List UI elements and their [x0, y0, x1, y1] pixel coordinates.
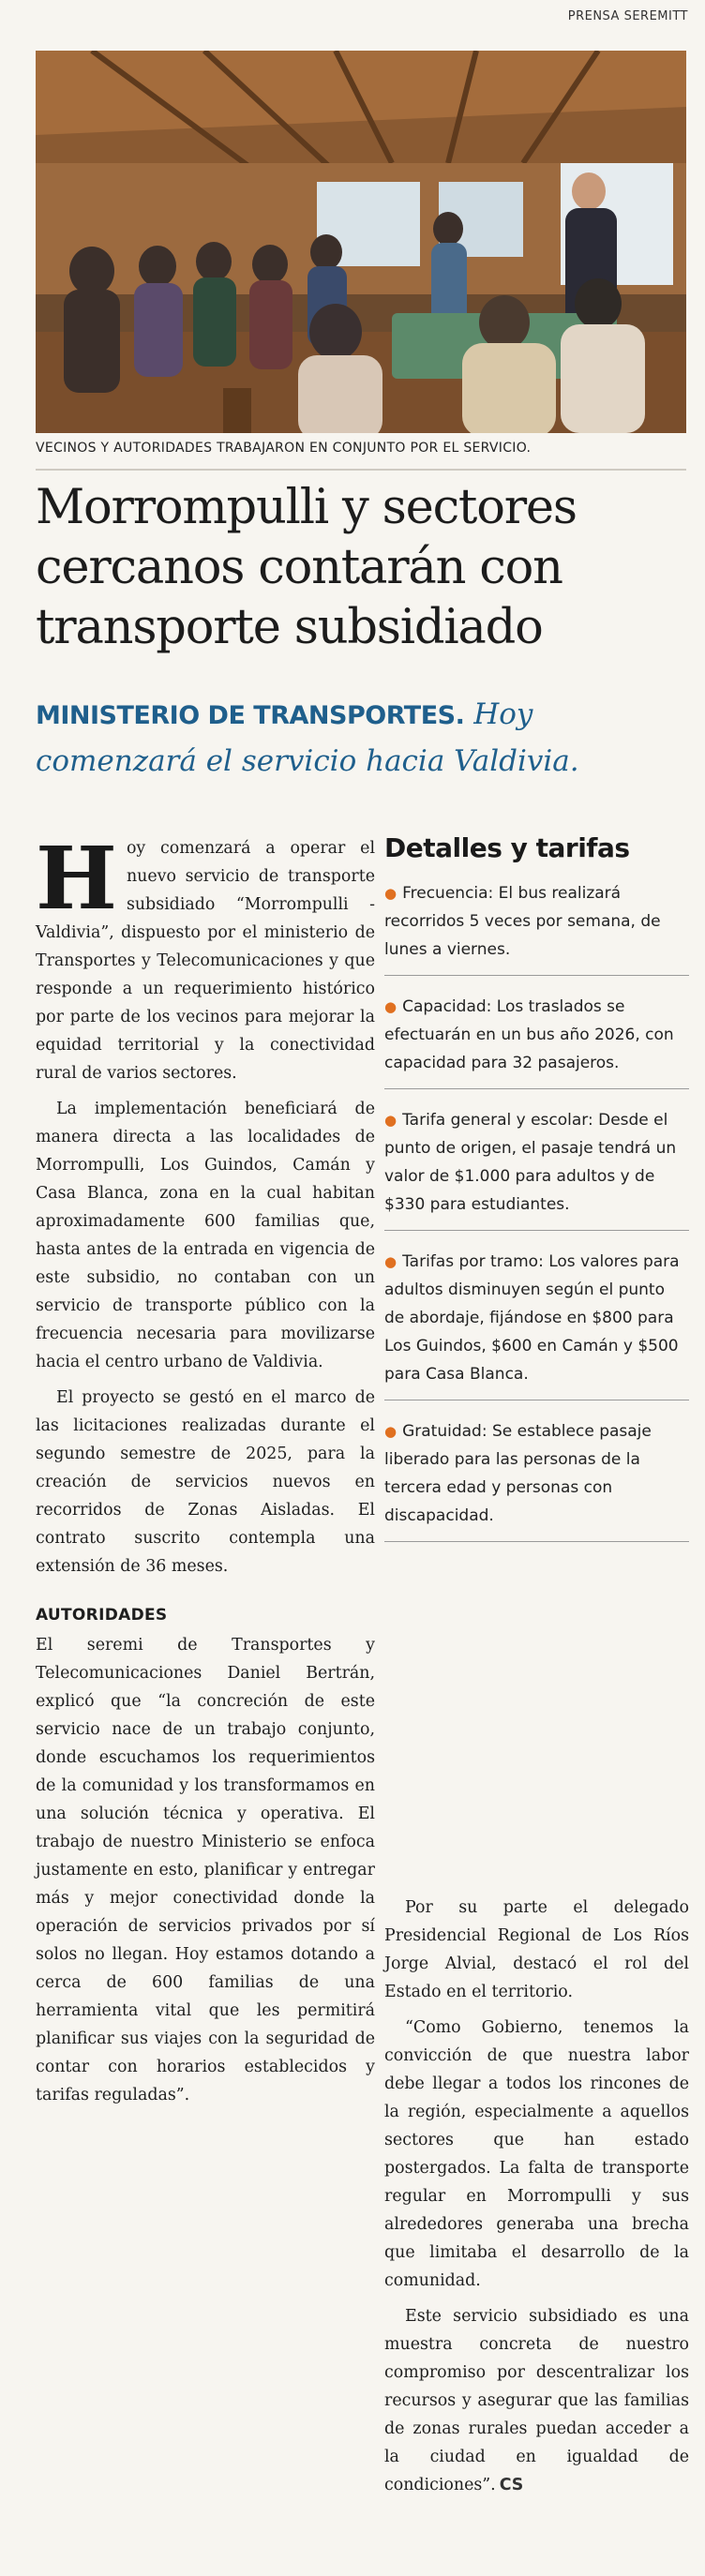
- photo-credit: PRENSA SEREMITT: [567, 9, 688, 23]
- bullet-icon: ●: [384, 998, 398, 1015]
- headline: [36, 478, 692, 658]
- detail-item: [384, 1248, 689, 1400]
- paragraph: Por su parte el delegado Presidencial Regional de Los Ríos Jorge Alvial, destacó el rol del Estado en el territorio.: [384, 1898, 689, 2001]
- paragraph-text: Este servicio subsidiado es una muestra concreta de nuestro compromiso por descentralizar los recursos y asegurar que las familias de zonas rurales puedan acceder a la ciudad en igualdad de condiciones”.: [384, 2307, 689, 2494]
- details-sidebar: [384, 834, 689, 1559]
- paragraph: La implementación beneficiará de manera directa a las localidades de Morrompulli, Los Guindos, Camán y Casa Blanca, zona en la cual habitan aproximadamente 600 familias que, hasta antes de la entrada en vigencia de este subsidio, no contaban con un servicio de transporte público con la frecuencia necesaria para movilizarse hacia el centro urbano de Valdivia.: [36, 1100, 375, 1371]
- detail-text: Tarifa general y escolar: Desde el punto de origen, el pasaje tendrá un valor de $1.000 para adultos y de $330 para estudiantes.: [384, 1111, 677, 1214]
- detail-item: [384, 1417, 689, 1542]
- detail-item: [384, 1106, 689, 1231]
- sidebar-title: Detalles y tarifas: [384, 832, 630, 863]
- lead-deck: comenzará el servicio hacia Valdivia.: [36, 744, 579, 778]
- paragraph: [384, 2302, 689, 2499]
- lead-kicker: MINISTERIO DE TRANSPORTES.: [36, 701, 465, 730]
- bullet-icon: ●: [384, 1112, 398, 1129]
- paragraph: El seremi de Transportes y Telecomunicaciones Daniel Bertrán, explicó que “la concreción de este servicio nace de un trabajo conjunto, donde escuchamos los requerimientos de la comunidad y los transformamos en una solución técnica y operativa. El trabajo de nuestro Ministerio se enfoca justamente en esto, planificar y entregar más y mejor conectividad donde la operación de servicios privados por sí solos no llegan. Hoy estamos dotando a cerca de 600 familias de una herramienta vital que les permitirá planificar sus viajes con la seguridad de contar con horarios establecidos y tarifas reguladas”.: [36, 1636, 375, 2104]
- divider: [36, 469, 686, 471]
- headline-line: Morrompulli y sectores: [36, 480, 577, 535]
- bullet-icon: ●: [384, 885, 398, 902]
- bullet-icon: ●: [384, 1253, 398, 1270]
- section-subhead: AUTORIDADES: [36, 1606, 168, 1625]
- lead-deck: Hoy: [473, 697, 533, 731]
- paragraph: El proyecto se gestó en el marco de las licitaciones realizadas durante el segundo semestre de 2025, para la creación de servicios nuevos en recorridos de Zonas Aisladas. El contrato suscrito contempla una extensión de 36 meses.: [36, 1388, 375, 1576]
- paragraph-text: oy comenzará a operar el nuevo servicio de transporte subsidiado “Morrompulli - Valdivia”, dispuesto por el ministerio de Transportes y Telecomunicaciones y que responde a un requerimiento histórico por parte de los vecinos para mejorar la equidad territorial y la conectividad rural de varios sectores.: [36, 839, 375, 1083]
- end-mark-icon: CS: [499, 2476, 524, 2494]
- headline-line: transporte subsidiado: [36, 600, 543, 655]
- article-body-right: [384, 1894, 689, 2507]
- dropcap: H: [36, 828, 117, 929]
- detail-text: Tarifas por tramo: Los valores para adultos disminuyen según el punto de abordaje, fijándose en $800 para Los Guindos, $600 en Camán y $500 para Casa Blanca.: [384, 1252, 680, 1384]
- detail-item: [384, 879, 689, 976]
- paragraph: “Como Gobierno, tenemos la convicción de que nuestra labor debe llegar a todos los rincones de la región, especialmente a aquellos sectores que han estado postergados. La falta de transporte regular en Morrompulli y sus alrededores generaba una brecha que limitaba el desarrollo de la comunidad.: [384, 2018, 689, 2290]
- bullet-icon: ●: [384, 1423, 398, 1440]
- meeting-photo: [36, 51, 686, 433]
- detail-text: Gratuidad: Se establece pasaje liberado para las personas de la tercera edad y personas con discapacidad.: [384, 1422, 652, 1525]
- photo-caption: VECINOS Y AUTORIDADES TRABAJARON EN CONJUNTO POR EL SERVICIO.: [36, 441, 532, 456]
- detail-text: Capacidad: Los traslados se efectuarán en un bus año 2026, con capacidad para 32 pasajeros.: [384, 997, 674, 1072]
- lead: [36, 692, 692, 784]
- headline-line: cercanos contarán con: [36, 540, 562, 595]
- article-body-left: [36, 828, 375, 2117]
- paragraph: [36, 828, 375, 1087]
- detail-text: Frecuencia: El bus realizará recorridos 5 veces por semana, de lunes a viernes.: [384, 884, 661, 959]
- detail-item: [384, 993, 689, 1089]
